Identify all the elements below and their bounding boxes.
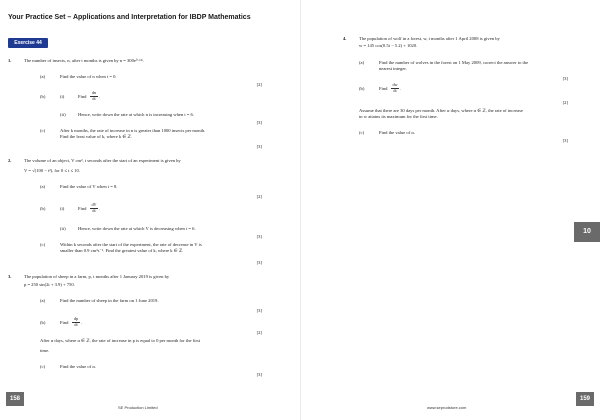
q4a-label: (a) — [359, 60, 365, 65]
q1c-line1: After k months, the rate of increase in n is greater than 1000 insects per month. — [60, 128, 206, 133]
q4b-derivative-num: dw — [392, 82, 398, 87]
q4-info-line2: in w attains its maximum for the first time. — [359, 114, 438, 119]
q4a-marks: [3] — [562, 76, 568, 81]
q1b-label: (b) — [40, 94, 46, 99]
q3b-label: (b) — [40, 320, 46, 325]
q1b-dot: . — [99, 94, 101, 99]
q4c-label: (c) — [359, 130, 365, 135]
q3b-dot: . — [81, 320, 83, 325]
q2bii-text: Hence, write down the rate at which V is decreasing when t = 6. — [78, 226, 196, 231]
q3b-find: Find — [60, 320, 69, 325]
q2b-derivative-den: dt — [92, 207, 96, 213]
q1bii-label: (ii) — [60, 112, 66, 117]
q4-number: 4. — [343, 36, 347, 41]
q4b-find: Find — [379, 86, 388, 91]
header-title: Your Practice Set – Applications and Interpretation for IBDP Mathematics — [8, 14, 251, 21]
q2-formula: V = √(100 − t²), for 0 ≤ t ≤ 10. — [24, 168, 80, 173]
q4b-label: (b) — [359, 86, 365, 91]
left-page-number: 158 — [6, 392, 24, 406]
q1-stem: The number of insects, n, after t months is given by n = 300e⁰·¹²ᵗ. — [24, 58, 145, 63]
q1c-label: (c) — [40, 128, 46, 133]
right-page-number: 159 — [576, 392, 594, 406]
q4b-derivative — [391, 82, 402, 93]
q1b-derivative-num: dn — [91, 90, 97, 95]
q2a-label: (a) — [40, 184, 46, 189]
q1-number: 1. — [8, 58, 12, 63]
q2a-marks: [2] — [256, 194, 262, 199]
q2b-find: Find — [78, 206, 87, 211]
q2-stem: The volume of an object, V cm³, t seconds after the start of an experiment is given by — [24, 158, 181, 163]
q3b-derivative-num: dp — [73, 316, 79, 321]
q3b-marks: [2] — [256, 330, 262, 335]
q1c-marks: [3] — [256, 144, 262, 149]
q3a-label: (a) — [40, 298, 46, 303]
q2c-marks: [3] — [256, 260, 262, 265]
q2c-label: (c) — [40, 242, 46, 247]
q1bii-marks: [3] — [256, 120, 262, 125]
q3a-text: Find the number of sheep in the farm on 1 June 2019. — [60, 298, 159, 303]
q1b-sub-i: (i) — [60, 94, 65, 99]
q2b-label: (b) — [40, 206, 46, 211]
q2c-line2: smaller than 0.9 cm³s⁻¹. Find the greatest value of k, where k ∈ ℤ. — [60, 248, 184, 253]
q2bii-marks: [3] — [256, 234, 262, 239]
q4a-line2: nearest integer. — [379, 66, 407, 71]
q1b-find: Find — [78, 94, 87, 99]
q4-stem: The population of wolf in a forest, w, t months after 1 April 2008 is given by — [359, 36, 500, 41]
q2c-line1: Within k seconds after the start of the experiment, the rate of decrease in V is — [60, 242, 202, 247]
q1b-derivative — [90, 90, 101, 101]
q4a-line1: Find the number of wolves in the forest on 1 May 2009, correct the answer to the — [379, 60, 529, 65]
q3-formula: p = 250 sin(2t + 3.9) + 750. — [24, 282, 75, 287]
q3a-marks: [3] — [256, 308, 262, 313]
chapter-tab: 10 — [574, 222, 600, 242]
q3c-label: (c) — [40, 364, 46, 369]
q2b-derivative-num: dV — [91, 202, 97, 207]
q1a-label: (a) — [40, 74, 46, 79]
q4b-marks: [2] — [562, 100, 568, 105]
q4c-marks: [3] — [562, 138, 568, 143]
right-page — [300, 0, 600, 420]
q3c-text: Find the value of α. — [60, 364, 96, 369]
q3b-derivative-den: dt — [74, 321, 78, 327]
q3-stem: The population of sheep in a farm, p, t months after 1 January 2019 is given by — [24, 274, 170, 279]
q2b-derivative — [90, 202, 101, 213]
q3-number: 3. — [8, 274, 12, 279]
q2b-sub-i: (i) — [60, 206, 65, 211]
q4-formula: w = 145 cos(0.5t − 5.2) + 1020. — [359, 43, 418, 48]
q2bii-label: (ii) — [60, 226, 66, 231]
publisher-footer: SE Production Limited — [118, 405, 158, 410]
exercise-badge: Exercise 44 — [8, 38, 48, 48]
q4b-derivative-den: dt — [393, 87, 397, 93]
q2-number: 2. — [8, 158, 12, 163]
website-footer: www.seprodstore.com — [427, 405, 467, 410]
q1c-line2: Find the least value of k, where k ∈ ℤ. — [60, 134, 133, 139]
q1a-text: Find the value of n when t = 0. — [60, 74, 117, 79]
q3-info-line1: After α days, where α ∈ ℤ, the rate of increase in p is equal to 0 per month for the first — [40, 338, 201, 343]
q3b-derivative — [72, 316, 83, 327]
q4-info-line1: Assume that there are 30 days per month. After α days, where α ∈ ℤ, the rate of increase — [359, 108, 523, 113]
q4c-text: Find the value of α. — [379, 130, 415, 135]
q1a-marks: [2] — [256, 82, 262, 87]
q4b-dot: . — [400, 86, 402, 91]
q2a-text: Find the value of V when t = 8. — [60, 184, 118, 189]
q2b-dot: . — [99, 206, 101, 211]
q1bii-text: Hence, write down the rate at which n is increasing when t = 6. — [78, 112, 194, 117]
q3c-marks: [3] — [256, 372, 262, 377]
q1b-derivative-den: dt — [92, 95, 96, 101]
q3-info-line2: time. — [40, 348, 50, 353]
